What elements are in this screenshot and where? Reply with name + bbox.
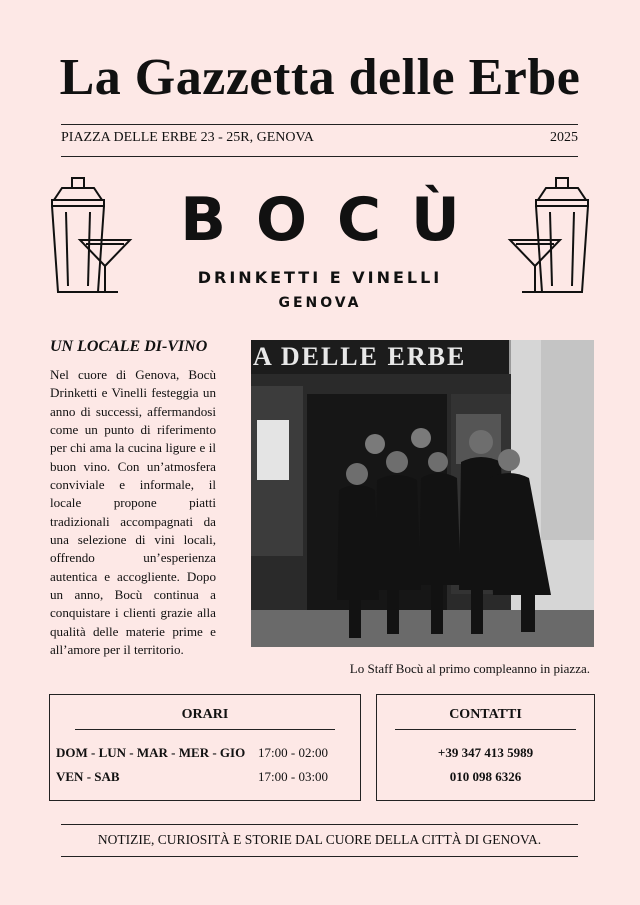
hours-box xyxy=(49,694,361,801)
brand-logo xyxy=(140,185,500,311)
hours-title: ORARI xyxy=(181,707,229,722)
contacts-title: CONTATTI xyxy=(449,707,522,722)
hours-time: 17:00 - 02:00 xyxy=(258,745,329,760)
hours-divider xyxy=(75,729,335,730)
article-title: UN LOCALE DI-VINO xyxy=(50,338,208,355)
hours-time: 17:00 - 03:00 xyxy=(258,769,329,784)
brand-name: BOCÙ xyxy=(180,185,490,255)
footer-rule-top xyxy=(61,824,578,825)
contacts-box xyxy=(376,694,595,801)
year: 2025 xyxy=(550,130,578,145)
hours-days: VEN - SAB xyxy=(56,769,120,784)
hours-row xyxy=(56,769,354,785)
phone-landline[interactable]: 010 098 6326 xyxy=(449,769,522,784)
shop-sign: A DELLE ERBE xyxy=(253,342,467,371)
hours-days: DOM - LUN - MAR - MER - GIO xyxy=(56,745,246,760)
staff-photo xyxy=(251,340,594,647)
footer-rule-bottom xyxy=(61,856,578,857)
footer-tagline: NOTIZIE, CURIOSITÀ E STORIE DAL CUORE DELLA CITTÀ DI GENOVA. xyxy=(97,832,542,847)
address: PIAZZA DELLE ERBE 23 - 25R, GENOVA xyxy=(61,130,314,145)
contacts-divider xyxy=(395,729,576,730)
brand-city: GENOVA xyxy=(278,295,362,311)
photo-caption: Lo Staff Bocù al primo compleanno in piazza. xyxy=(349,661,590,676)
header-rule-bottom xyxy=(61,156,578,157)
page-title: La Gazzetta delle Erbe xyxy=(59,49,581,106)
brand-subtitle: DRINKETTI E VINELLI xyxy=(197,268,443,287)
cocktail-shaker-icon xyxy=(48,176,134,298)
hours-row xyxy=(56,745,354,761)
header-rule-top xyxy=(61,124,578,125)
dateline xyxy=(61,130,578,146)
cocktail-shaker-icon xyxy=(506,176,592,298)
phone-mobile[interactable]: +39 347 413 5989 xyxy=(437,745,534,760)
article-body: Nel cuore di Genova, Bocù Drinketti e Vinelli festeggia un anno di successi, affermandosi come un punto di riferimento per chi ama la cucina ligure e il buon vino. Con un’atmosfera conviviale e informale, il locale propone piatti tradizionali accompagnati da una selezione di vini locali, offrendo un’esperienza autentica e accogliente. Dopo un anno, Bocù continua a conquistare i clienti grazie alla qualità delle materie prime e all’amore per il territorio. xyxy=(50,367,216,658)
